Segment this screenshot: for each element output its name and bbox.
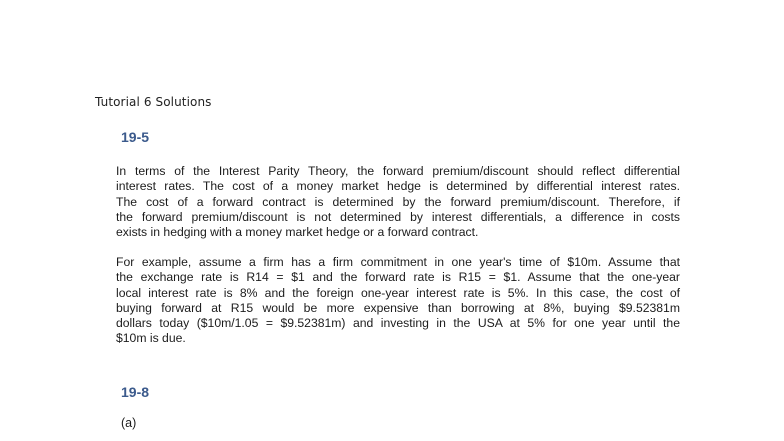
paragraph-line: the exchange rate is R14 = $1 and the forward rate is R15 = $1. Assume that the one-year <box>116 270 680 285</box>
paragraph-line: In terms of the Interest Parity Theory, the forward premium/discount should reflect differential <box>116 164 680 178</box>
section-heading-19-8: 19-8 <box>121 384 150 400</box>
subsection-label: (a) <box>121 416 137 430</box>
paragraph-line: local interest rate is 8% and the foreign one-year interest rate is 5%. In this case, the cost of <box>116 285 680 300</box>
document-title: Tutorial 6 Solutions <box>95 95 212 109</box>
paragraph-line: For example, assume a firm has a firm commitment in one year's time of $10m. Assume that <box>116 255 680 269</box>
paragraph-line: dollars today ($10m/1.05 = $9.52381m) and investing in the USA at 5% for one year until the <box>116 316 680 331</box>
paragraph-interest-parity <box>116 164 680 240</box>
paragraph-line: exists in hedging with a money market hedge or a forward contract. <box>116 225 479 240</box>
paragraph-line: The cost of a forward contract is determined by the forward premium/discount. Therefore, if <box>116 194 680 209</box>
paragraph-line: $10m is due. <box>116 331 186 346</box>
section-heading-19-5: 19-5 <box>121 129 150 145</box>
paragraph-line: the forward premium/discount is not determined by interest differentials, a difference in costs <box>116 209 680 224</box>
paragraph-line: buying forward at R15 would be more expensive than borrowing at 8%, buying $9.52381m <box>116 300 680 315</box>
paragraph-line: interest rates. The cost of a money market hedge is determined by differential interest rates. <box>116 179 680 194</box>
paragraph-example <box>116 255 680 347</box>
